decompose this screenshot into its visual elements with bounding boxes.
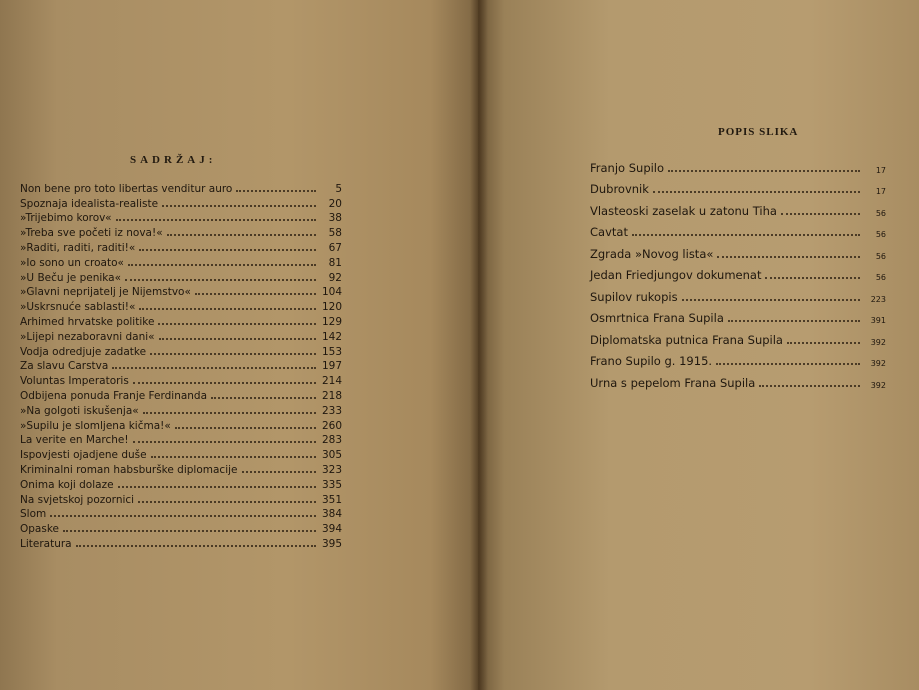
entry-title: »Io sono un croato« — [20, 256, 124, 269]
entry-page-number: 394 — [321, 523, 342, 536]
leader-dots — [112, 367, 316, 369]
contents-entry — [20, 476, 342, 491]
entry-title: »Lijepi nezaboravni dani« — [20, 330, 155, 343]
leader-dots — [143, 412, 316, 414]
illustration-entry — [590, 153, 886, 175]
entry-title: Jedan Friedjungov dokumenat — [590, 268, 762, 282]
leader-dots — [150, 353, 316, 355]
entry-title: »Uskrsnuće sablasti!« — [20, 301, 136, 314]
leader-dots — [133, 441, 316, 443]
leader-dots — [125, 279, 316, 281]
leader-dots — [653, 191, 860, 193]
entry-title: Diplomatska putnica Frana Supila — [590, 332, 783, 347]
illustration-entry — [590, 282, 886, 304]
entry-title: Urna s pepelom Frana Supila — [590, 375, 756, 390]
entry-page-number: 223 — [870, 294, 886, 304]
entry-page-number: 305 — [321, 449, 342, 462]
leader-dots — [50, 515, 316, 517]
leader-dots — [787, 342, 860, 344]
entry-page-number: 129 — [321, 315, 342, 328]
entry-page-number: 58 — [328, 227, 342, 240]
contents-entry — [20, 239, 342, 254]
contents-entry — [20, 491, 342, 506]
illustration-entry — [590, 368, 886, 390]
contents-entry — [20, 313, 342, 328]
entry-title: »Supilu je slomljena kičma!« — [20, 419, 171, 432]
entry-page-number: 153 — [321, 345, 342, 358]
contents-entry — [20, 254, 342, 269]
leader-dots — [162, 205, 316, 207]
entry-title: »Treba sve početi iz nova!« — [20, 227, 163, 240]
entry-title: Literatura — [20, 537, 72, 550]
entry-title: Na svjetskoj pozornici — [20, 493, 135, 506]
entry-page-number: 233 — [321, 404, 342, 417]
entry-page-number: 5 — [335, 182, 342, 195]
entry-page-number: 351 — [321, 493, 342, 506]
contents-entry — [20, 417, 342, 432]
contents-entry — [20, 328, 342, 343]
contents-entry — [20, 432, 342, 447]
leader-dots — [765, 277, 860, 279]
leader-dots — [63, 530, 316, 532]
contents-entry — [20, 506, 342, 521]
entry-title: »Trijebimo korov« — [20, 212, 112, 225]
entry-page-number: 384 — [321, 508, 342, 521]
leader-dots — [76, 545, 316, 547]
entry-page-number: 56 — [875, 273, 886, 282]
illustration-entry — [590, 304, 886, 326]
leader-dots — [668, 170, 860, 172]
contents-entry — [20, 387, 342, 402]
entry-page-number: 392 — [870, 337, 886, 347]
leader-dots — [759, 385, 860, 387]
entry-title: Onima koji dolaze — [20, 478, 114, 491]
contents-entry — [20, 535, 342, 550]
illustration-entry — [590, 325, 886, 347]
entry-page-number: 260 — [321, 419, 342, 432]
entry-page-number: 17 — [875, 165, 886, 175]
entry-title: Zgrada »Novog lista« — [590, 246, 714, 261]
entry-page-number: 17 — [875, 187, 886, 196]
entry-title: Arhimed hrvatske politike — [20, 315, 155, 328]
entry-title: Franjo Supilo — [590, 160, 665, 175]
book-gutter — [470, 0, 488, 690]
entry-page-number: 335 — [321, 478, 342, 491]
entry-title: Odbijena ponuda Franje Ferdinanda — [20, 389, 208, 402]
leader-dots — [151, 456, 316, 458]
entry-title: Spoznaja idealista-realiste — [20, 197, 159, 210]
entry-page-number: 56 — [875, 208, 886, 218]
entry-page-number: 104 — [321, 286, 342, 299]
leader-dots — [138, 501, 316, 503]
leader-dots — [167, 234, 316, 236]
entry-title: »Raditi, raditi, raditi!« — [20, 241, 136, 254]
entry-page-number: 120 — [321, 301, 342, 314]
entry-title: Za slavu Carstva — [20, 360, 109, 373]
illustration-entry — [590, 239, 886, 261]
entry-page-number: 56 — [875, 230, 886, 239]
entry-title: Opaske — [20, 523, 60, 536]
contents-entry — [20, 402, 342, 417]
leader-dots — [139, 308, 316, 310]
contents-entry — [20, 446, 342, 461]
entry-title: »Glavni neprijatelj je Nijemstvo« — [20, 286, 191, 299]
entry-title: »U Beču je penika« — [20, 271, 122, 284]
contents-entry — [20, 372, 342, 387]
leader-dots — [133, 382, 316, 384]
illustration-entry — [590, 175, 886, 197]
leader-dots — [158, 323, 316, 325]
entry-title: Supilov rukopis — [590, 289, 678, 304]
entry-page-number: 20 — [328, 197, 342, 210]
entry-page-number: 142 — [321, 330, 342, 343]
contents-entry — [20, 269, 342, 284]
contents-entry — [20, 180, 342, 195]
leader-dots — [716, 363, 860, 365]
entry-page-number: 323 — [321, 463, 342, 476]
contents-entry — [20, 195, 342, 210]
contents-entry — [20, 224, 342, 239]
entry-title: Ispovjesti ojadjene duše — [20, 449, 147, 462]
entry-page-number: 38 — [328, 212, 342, 225]
illustration-entry — [590, 196, 886, 218]
entry-page-number: 197 — [321, 360, 342, 373]
leader-dots — [118, 486, 316, 488]
leader-dots — [682, 299, 860, 301]
leader-dots — [139, 249, 316, 251]
contents-entry — [20, 343, 342, 358]
leader-dots — [159, 338, 316, 340]
entry-page-number: 392 — [870, 359, 886, 368]
contents-entry — [20, 520, 342, 535]
entry-title: Osmrtnica Frana Supila — [590, 311, 724, 325]
entry-title: Slom — [20, 508, 47, 521]
entry-title: Vlasteoski zaselak u zatonu Tiha — [590, 203, 777, 218]
leader-dots — [128, 264, 316, 266]
entry-page-number: 392 — [870, 380, 886, 390]
entry-title: Frano Supilo g. 1915. — [590, 354, 713, 368]
leader-dots — [211, 397, 316, 399]
illustrations-list — [590, 153, 886, 390]
leader-dots — [717, 256, 860, 258]
entry-page-number: 395 — [321, 537, 342, 550]
entry-page-number: 214 — [321, 375, 342, 388]
entry-title: »Na golgoti iskušenja« — [20, 404, 139, 417]
leader-dots — [175, 427, 316, 429]
contents-heading: SADRŽAJ: — [130, 154, 217, 166]
entry-title: Voluntas Imperatoris — [20, 375, 129, 388]
leader-dots — [116, 219, 316, 221]
entry-title: Cavtat — [590, 225, 628, 239]
entry-page-number: 391 — [870, 316, 886, 325]
entry-title: Non bene pro toto libertas venditur auro — [20, 182, 233, 195]
entry-title: La verite en Marche! — [20, 434, 129, 447]
leader-dots — [195, 293, 316, 295]
entry-title: Kriminalni roman habsburške diplomacije — [20, 463, 238, 476]
contents-list — [20, 180, 342, 550]
contents-entry — [20, 210, 342, 225]
entry-page-number: 218 — [321, 389, 342, 402]
contents-entry — [20, 461, 342, 476]
illustration-entry — [590, 261, 886, 283]
contents-entry — [20, 298, 342, 313]
entry-page-number: 56 — [875, 251, 886, 261]
leader-dots — [632, 234, 860, 236]
illustrations-heading: POPIS SLIKA — [718, 126, 799, 138]
entry-title: Vodja odredjuje zadatke — [20, 345, 147, 358]
contents-entry — [20, 358, 342, 373]
leader-dots — [236, 190, 316, 192]
entry-page-number: 92 — [328, 271, 342, 284]
leader-dots — [242, 471, 316, 473]
entry-page-number: 81 — [328, 256, 342, 269]
illustration-entry — [590, 218, 886, 240]
illustration-entry — [590, 347, 886, 369]
entry-page-number: 67 — [328, 241, 342, 254]
entry-page-number: 283 — [321, 434, 342, 447]
leader-dots — [728, 320, 860, 322]
entry-title: Dubrovnik — [590, 182, 649, 196]
contents-entry — [20, 284, 342, 299]
leader-dots — [781, 213, 860, 215]
